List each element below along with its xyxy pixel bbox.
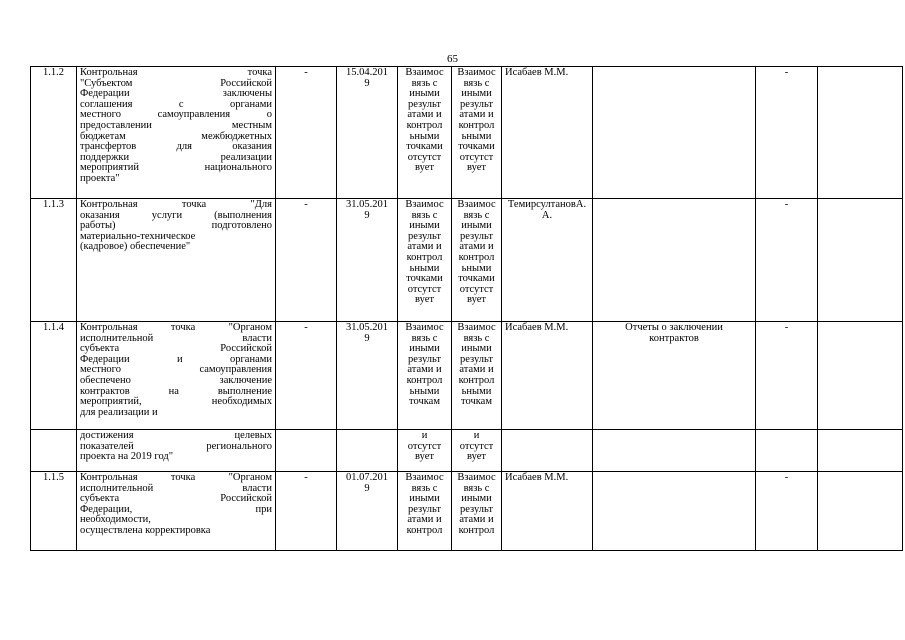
table-row xyxy=(31,67,903,199)
relation-line: ьными xyxy=(409,130,440,142)
result-document-cell xyxy=(593,322,756,430)
relation-line: вязь с xyxy=(411,209,438,221)
relation-line: иными xyxy=(461,88,492,100)
date-line: 9 xyxy=(364,77,370,89)
relation-cell xyxy=(398,322,452,430)
date-line: 9 xyxy=(364,482,370,494)
name-line: Контрольная точка "Органом xyxy=(80,322,272,333)
relation-line: ьными xyxy=(409,385,440,397)
row-number-cell: 1.1.2 xyxy=(31,67,77,199)
predecessor-cell: - xyxy=(276,322,337,430)
due-date-cell xyxy=(337,472,398,551)
table-row xyxy=(31,430,903,472)
relation-line: Взаимос xyxy=(405,199,444,210)
relation-line: точками xyxy=(406,141,443,153)
relation-line: контрол xyxy=(458,374,495,386)
responsible-line: Темирсултанов xyxy=(507,199,576,210)
relation-line: контрол xyxy=(458,119,495,131)
name-line: мероприятий, необходимых xyxy=(80,396,272,408)
result-document-cell xyxy=(593,67,756,199)
name-line: мероприятий национального xyxy=(80,162,272,174)
responsible-cell xyxy=(502,430,593,472)
name-line: проекта" xyxy=(80,172,120,184)
relation-line: ьными xyxy=(461,262,492,274)
name-line: субъекта Российской xyxy=(80,493,272,505)
control-point-name-cell xyxy=(77,67,276,199)
relation-line: ьными xyxy=(409,262,440,274)
relation-line: иными xyxy=(461,220,492,232)
relation-cell xyxy=(398,430,452,472)
row-number-cell xyxy=(31,430,77,472)
relation-line: атами и xyxy=(407,109,442,121)
predecessor-cell: - xyxy=(276,67,337,199)
row-number-cell: 1.1.4 xyxy=(31,322,77,430)
relation-line: атами и xyxy=(459,109,494,121)
predecessor-cell xyxy=(276,430,337,472)
relation-line: отсутст xyxy=(459,283,494,295)
page-number: 65 xyxy=(447,53,458,65)
relation-line: иными xyxy=(409,493,440,505)
name-line: исполнительной власти xyxy=(80,332,272,344)
relation-line: вует xyxy=(415,451,434,463)
relation-line: иными xyxy=(409,343,440,355)
responsible-line: А.А. xyxy=(541,199,587,221)
relation-line: результ xyxy=(460,503,493,515)
empty-cell xyxy=(818,67,903,199)
name-line: Контрольная точка "Для xyxy=(80,199,272,210)
name-line: достижения целевых xyxy=(80,430,272,441)
status-cell: - xyxy=(756,199,818,322)
relation-line: точками xyxy=(458,141,495,153)
relation-cell xyxy=(398,199,452,322)
result-document-cell xyxy=(593,199,756,322)
relation-line: контрол xyxy=(458,524,495,536)
relation-line: результ xyxy=(408,230,441,242)
relation-line: атами и xyxy=(459,514,494,526)
relation-line: результ xyxy=(408,98,441,110)
row-number-cell: 1.1.3 xyxy=(31,199,77,322)
responsible-line: Исабаев М.М. xyxy=(505,67,569,78)
relation-line: контрол xyxy=(458,251,495,263)
relation-line: атами и xyxy=(459,241,494,253)
relation-line: точками xyxy=(406,273,443,285)
name-line: материально-техническое xyxy=(80,230,196,242)
responsible-cell xyxy=(502,67,593,199)
responsible-cell xyxy=(502,322,593,430)
relation-line: вязь с xyxy=(463,482,490,494)
relation-line: и xyxy=(473,430,480,441)
relation-line: атами и xyxy=(407,364,442,376)
relation-line: иными xyxy=(461,493,492,505)
relation-line: контрол xyxy=(406,374,443,386)
empty-cell xyxy=(818,199,903,322)
predecessor-cell: - xyxy=(276,199,337,322)
relation-line: вязь с xyxy=(411,332,438,344)
due-date-cell xyxy=(337,67,398,199)
name-line: работы) подготовлено xyxy=(80,220,272,232)
table-row xyxy=(31,199,903,322)
relation-line: Взаимос xyxy=(405,472,444,483)
responsible-line: Исабаев М.М. xyxy=(505,322,569,333)
relation-line: атами и xyxy=(407,241,442,253)
relation-cell xyxy=(452,67,502,199)
relation-line: Взаимос xyxy=(457,472,496,483)
name-line: трансфертов для оказания xyxy=(80,141,272,153)
relation-line: результ xyxy=(460,98,493,110)
control-points-table xyxy=(30,66,903,551)
relation-line: отсутст xyxy=(459,151,494,163)
relation-line: отсутст xyxy=(407,283,442,295)
due-date-cell xyxy=(337,199,398,322)
date-line: 01.07.201 xyxy=(346,472,388,483)
relation-line: Взаимос xyxy=(457,322,496,333)
name-line: обеспечено заключение xyxy=(80,374,272,386)
relation-line: вует xyxy=(415,162,434,174)
relation-line: контрол xyxy=(406,524,443,536)
relation-line: контрол xyxy=(406,119,443,131)
name-line: показателей регионального xyxy=(80,440,272,452)
relation-line: атами и xyxy=(407,514,442,526)
name-line: необходимости, xyxy=(80,514,151,526)
due-date-cell xyxy=(337,322,398,430)
relation-line: Взаимос xyxy=(457,67,496,78)
status-cell: - xyxy=(756,67,818,199)
name-line: (кадровое) обеспечение" xyxy=(80,241,191,253)
relation-line: вует xyxy=(467,451,486,463)
relation-line: результ xyxy=(460,353,493,365)
relation-line: вует xyxy=(467,162,486,174)
relation-line: иными xyxy=(461,343,492,355)
table-body xyxy=(31,67,903,551)
relation-line: иными xyxy=(409,88,440,100)
relation-line: отсутст xyxy=(407,151,442,163)
name-line: оказания услуги (выполнения xyxy=(80,209,272,221)
relation-line: контрол xyxy=(406,251,443,263)
status-cell: - xyxy=(756,472,818,551)
relation-cell xyxy=(398,472,452,551)
name-line: проекта на 2019 год" xyxy=(80,451,174,463)
date-line: 9 xyxy=(364,332,370,344)
relation-line: результ xyxy=(408,353,441,365)
date-line: 15.04.201 xyxy=(346,67,388,78)
result-line: контрактов xyxy=(649,332,699,344)
relation-line: вязь с xyxy=(463,332,490,344)
result-document-cell xyxy=(593,430,756,472)
name-line: субъекта Российской xyxy=(80,343,272,355)
relation-line: вязь с xyxy=(411,77,438,89)
table-row xyxy=(31,322,903,430)
relation-line: отсутст xyxy=(407,440,442,452)
empty-cell xyxy=(818,472,903,551)
relation-line: точкам xyxy=(409,396,440,408)
relation-line: ьными xyxy=(461,385,492,397)
name-line: местного самоуправления о xyxy=(80,109,272,121)
relation-cell xyxy=(452,322,502,430)
name-line: соглашения с органами xyxy=(80,98,272,110)
name-line: осуществлена корректировка xyxy=(80,524,211,536)
due-date-cell xyxy=(337,430,398,472)
row-number-cell: 1.1.5 xyxy=(31,472,77,551)
status-cell: - xyxy=(756,322,818,430)
relation-line: вязь с xyxy=(463,77,490,89)
responsible-line: Исабаев М.М. xyxy=(505,472,569,483)
control-point-name-cell xyxy=(77,430,276,472)
relation-line: вязь с xyxy=(463,209,490,221)
empty-cell xyxy=(818,430,903,472)
relation-line: Взаимос xyxy=(405,67,444,78)
date-line: 31.05.201 xyxy=(346,322,388,333)
result-document-cell xyxy=(593,472,756,551)
relation-line: и xyxy=(421,430,428,441)
control-point-name-cell xyxy=(77,199,276,322)
name-line: контрактов на выполнение xyxy=(80,385,272,397)
relation-line: точками xyxy=(458,273,495,285)
date-line: 9 xyxy=(364,209,370,221)
control-point-name-cell xyxy=(77,322,276,430)
relation-line: вует xyxy=(415,294,434,306)
name-line: местного самоуправления xyxy=(80,364,272,376)
responsible-cell xyxy=(502,199,593,322)
name-line: предоставлении местным xyxy=(80,119,272,131)
predecessor-cell: - xyxy=(276,472,337,551)
name-line: Контрольная точка xyxy=(80,67,272,78)
relation-cell xyxy=(452,430,502,472)
empty-cell xyxy=(818,322,903,430)
control-point-name-cell xyxy=(77,472,276,551)
relation-line: ьными xyxy=(461,130,492,142)
relation-line: вязь с xyxy=(411,482,438,494)
name-line: бюджетам межбюджетных xyxy=(80,130,272,142)
relation-line: результ xyxy=(408,503,441,515)
relation-line: вует xyxy=(467,294,486,306)
date-line: 31.05.201 xyxy=(346,199,388,210)
name-line: для реализации и xyxy=(80,406,158,418)
relation-line: точкам xyxy=(461,396,492,408)
relation-line: атами и xyxy=(459,364,494,376)
relation-line: Взаимос xyxy=(405,322,444,333)
relation-cell xyxy=(452,472,502,551)
relation-line: иными xyxy=(409,220,440,232)
relation-cell xyxy=(452,199,502,322)
result-line: Отчеты о заключении xyxy=(625,322,723,333)
relation-cell xyxy=(398,67,452,199)
name-line: "Субъектом Российской xyxy=(80,77,272,89)
responsible-cell xyxy=(502,472,593,551)
table-row xyxy=(31,472,903,551)
status-cell xyxy=(756,430,818,472)
relation-line: отсутст xyxy=(459,440,494,452)
name-line: Федерации заключены xyxy=(80,88,272,100)
name-line: Федерации и органами xyxy=(80,353,272,365)
name-line: Контрольная точка "Органом xyxy=(80,472,272,483)
name-line: исполнительной власти xyxy=(80,482,272,494)
relation-line: Взаимос xyxy=(457,199,496,210)
name-line: Федерации, при xyxy=(80,503,272,515)
name-line: поддержки реализации xyxy=(80,151,272,163)
relation-line: результ xyxy=(460,230,493,242)
